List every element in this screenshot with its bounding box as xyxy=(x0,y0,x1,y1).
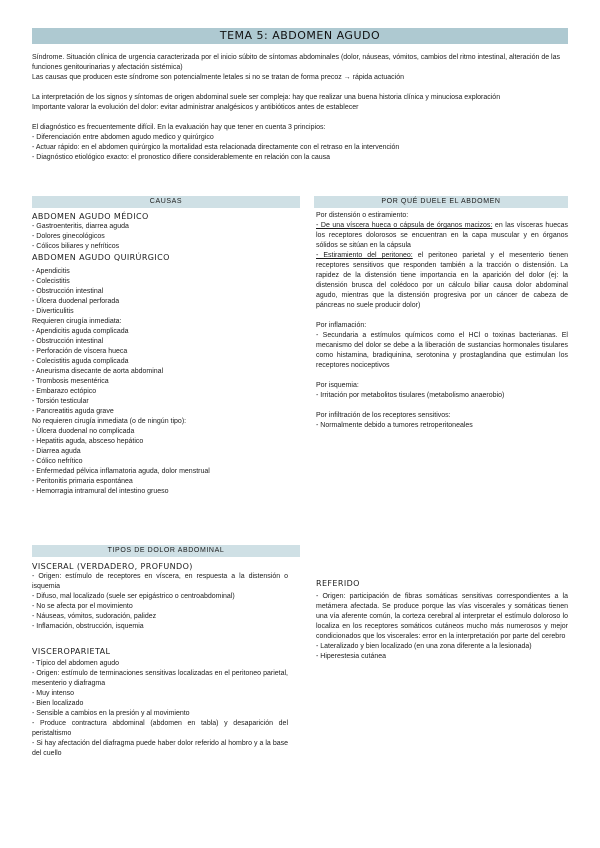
list-item: - Cólicos biliares y nefríticos xyxy=(32,243,120,250)
list-item: - Hemorragia intramural del intestino grueso xyxy=(32,488,169,495)
list-heading: Por isquemia: xyxy=(316,382,359,389)
list-item: - Gastroenteritis, diarrea aguda xyxy=(32,223,129,230)
list-item: - Si hay afectación del diafragma puede haber dolor referido al hombro y a la base del cuello xyxy=(32,740,288,757)
intro-paragraph: El diagnóstico es frecuentemente difícil. En la evaluación hay que tener en cuenta 3 principios: xyxy=(32,124,326,131)
list-item: - Origen: estímulo de terminaciones sensitivas localizadas en el peritoneo parietal, mesenterio y diafragma xyxy=(32,670,288,687)
list-item: - Perforación de víscera hueca xyxy=(32,348,128,355)
list-item: - Colecistitis aguda complicada xyxy=(32,358,129,365)
intro-paragraph: Importante valorar la evolución del dolor: evitar administrar analgésicos y antibióticos antes de establecer xyxy=(32,104,359,111)
subsection-title: VISCEROPARIETAL xyxy=(32,647,111,656)
referido-section xyxy=(316,578,568,662)
list-item: - Obstrucción intestinal xyxy=(32,288,104,295)
intro-paragraph: Síndrome. Situación clínica de urgencia caracterizada por el inicio súbito de síntomas abdominales (dolor, náuseas, vómitos, cambios del ritmo intestinal, alteración de las funciones genitourinarias y afectación sistémica) xyxy=(32,54,560,71)
principles-list xyxy=(32,133,568,163)
list-item: - Inflamación, obstrucción, isquemia xyxy=(32,623,144,630)
list-item: - No se afecta por el movimiento xyxy=(32,603,133,610)
list-heading: No requieren cirugía inmediata (o de ningún tipo): xyxy=(32,418,187,425)
list-heading: Por inflamación: xyxy=(316,322,367,329)
list-item: - Actuar rápido: en el abdomen quirúrgico la mortalidad esta relacionada directamente con el retraso en la intervención xyxy=(32,144,400,151)
subsection-title: REFERIDO xyxy=(316,579,360,588)
list-item: - Produce contractura abdominal (abdomen en tabla) y desaparición del peristaltismo xyxy=(32,720,288,737)
visceral-list xyxy=(32,572,288,632)
list-item: - Diferenciación entre abdomen agudo medico y quirúrgico xyxy=(32,134,214,141)
list-item: - Náuseas, vómitos, sudoración, palidez xyxy=(32,613,157,620)
list-item: - Apendicitis xyxy=(32,268,70,275)
list-item: - Origen: estímulo de receptores en víscera, en respuesta a la distensión o isquemia xyxy=(32,573,288,590)
list-heading: Por distensión o estiramiento: xyxy=(316,212,409,219)
intro-paragraph: Las causas que producen este síndrome son potencialmente letales si no se tratan de forma precoz → rápida actuación xyxy=(32,74,404,81)
list-item: - Cólico nefrítico xyxy=(32,458,83,465)
list-item: - Embarazo ectópico xyxy=(32,388,97,395)
list-item: - Sensible a cambios en la presión y al movimiento xyxy=(32,710,190,717)
list-item: - Enfermedad pélvica inflamatoria aguda, dolor menstrual xyxy=(32,468,210,475)
list-item: - Trombosis mesentérica xyxy=(32,378,109,385)
paragraph: - Normalmente debido a tumores retroperitoneales xyxy=(316,422,473,429)
causas-header: CAUSAS xyxy=(32,196,300,208)
list-item: - Pancreatitis aguda grave xyxy=(32,408,114,415)
paragraph: - Secundaria a estímulos químicos como el HCl o toxinas bacterianas. El mecanismo del dolor se debe a la liberación de sustancias hormonales tisulares como histamina, bradiquinina, serotonina y prostaglandina que estimulan los receptores nociceptivos xyxy=(316,332,568,369)
causas-section xyxy=(32,211,300,497)
por-que-section xyxy=(316,211,568,431)
list-item: - Bien localizado xyxy=(32,700,84,707)
list-item: - Colecistitis xyxy=(32,278,70,285)
medico-list xyxy=(32,222,300,252)
underlined-term: - De una víscera hueca o cápsula de órganos macizos: xyxy=(316,222,493,229)
inmediata-list xyxy=(32,327,300,417)
list-item: - Típico del abdomen agudo xyxy=(32,660,120,667)
intro-paragraph: La interpretación de los signos y síntomas de origen abdominal suele ser compleja: hay que realizar una buena historia clínica y minuciosa exploración xyxy=(32,94,501,101)
page-title: TEMA 5: ABDOMEN AGUDO xyxy=(32,28,568,44)
list-item: - Hiperestesia cutánea xyxy=(316,653,387,660)
list-item: - Diagnóstico etiológico exacto: el pronostico difiere considerablemente en relación con la causa xyxy=(32,154,331,161)
list-item: - Difuso, mal localizado (suele ser epigástrico o centroabdominal) xyxy=(32,593,235,600)
list-item: - Aneurisma disecante de aorta abdominal xyxy=(32,368,164,375)
list-item: - Úlcera duodenal no complicada xyxy=(32,428,135,435)
list-item: - Peritonitis primaria espontánea xyxy=(32,478,133,485)
list-item: - Dolores ginecológicos xyxy=(32,233,105,240)
visceral-section xyxy=(32,561,288,759)
list-item: - Hepatitis aguda, absceso hepático xyxy=(32,438,144,445)
visceroparietal-list xyxy=(32,659,288,759)
subsection-title: VISCERAL (VERDADERO, PROFUNDO) xyxy=(32,562,193,571)
subsection-title: ABDOMEN AGUDO QUIRÚRGICO xyxy=(32,253,170,262)
list-item: - Lateralizado y bien localizado (en una zona diferente a la lesionada) xyxy=(316,643,532,650)
list-item: - Diverticulitis xyxy=(32,308,74,315)
no-inmediata-list xyxy=(32,427,300,497)
list-item: - Muy intenso xyxy=(32,690,75,697)
paragraph: - Irritación por metabolitos tisulares (metabolismo anaerobio) xyxy=(316,392,505,399)
list-item: - Úlcera duodenal perforada xyxy=(32,298,120,305)
intro-section xyxy=(32,53,568,163)
subsection-title: ABDOMEN AGUDO MÉDICO xyxy=(32,212,149,221)
quirurgico-list xyxy=(32,267,300,317)
list-item: - Obstrucción intestinal xyxy=(32,338,104,345)
list-item: - Torsión testicular xyxy=(32,398,89,405)
por-que-header: POR QUÉ DUELE EL ABDOMEN xyxy=(314,196,568,208)
list-heading: Requieren cirugía inmediata: xyxy=(32,318,122,325)
list-item: - Diarrea aguda xyxy=(32,448,81,455)
list-heading: Por infiltración de los receptores sensitivos: xyxy=(316,412,451,419)
underlined-term: - Estiramiento del peritoneo: xyxy=(316,252,413,259)
paragraph: - Estiramiento del peritoneo: el peritoneo parietal y el mesenterio tienen receptores sensitivos que responden también a la tracción o distensión. La rapidez de la distensión tiene importancia en la aparición del dolor (ej: la distensión brusca del colédoco por un cálculo biliar causa dolor abdominal agudo, mientras que la distensión progresiva por un cáncer de cabeza de páncreas no suele producir dolor) xyxy=(316,252,569,309)
list-item: - Origen: participación de fibras somáticas sensitivas correspondientes a la metámera afectada. Se produce porque las vías viscerales y somáticas tienen una vía aferente común, la corteza cerebral al interpretar el estímulo doloroso lo localiza en los receptores somáticos cutáneos mucho más numerosos y mejor condicionados que los viscerales: error en la interpretación por parte del cerebro xyxy=(316,593,568,640)
referido-list xyxy=(316,592,568,662)
tipos-header: TIPOS DE DOLOR ABDOMINAL xyxy=(32,545,300,557)
paragraph: - De una víscera hueca o cápsula de órganos macizos: en las vísceras huecas los receptores dolorosos se encuentran en la capa muscular y en órganos sólidos se sitúan en la cápsula xyxy=(316,222,568,249)
list-item: - Apendicitis aguda complicada xyxy=(32,328,129,335)
